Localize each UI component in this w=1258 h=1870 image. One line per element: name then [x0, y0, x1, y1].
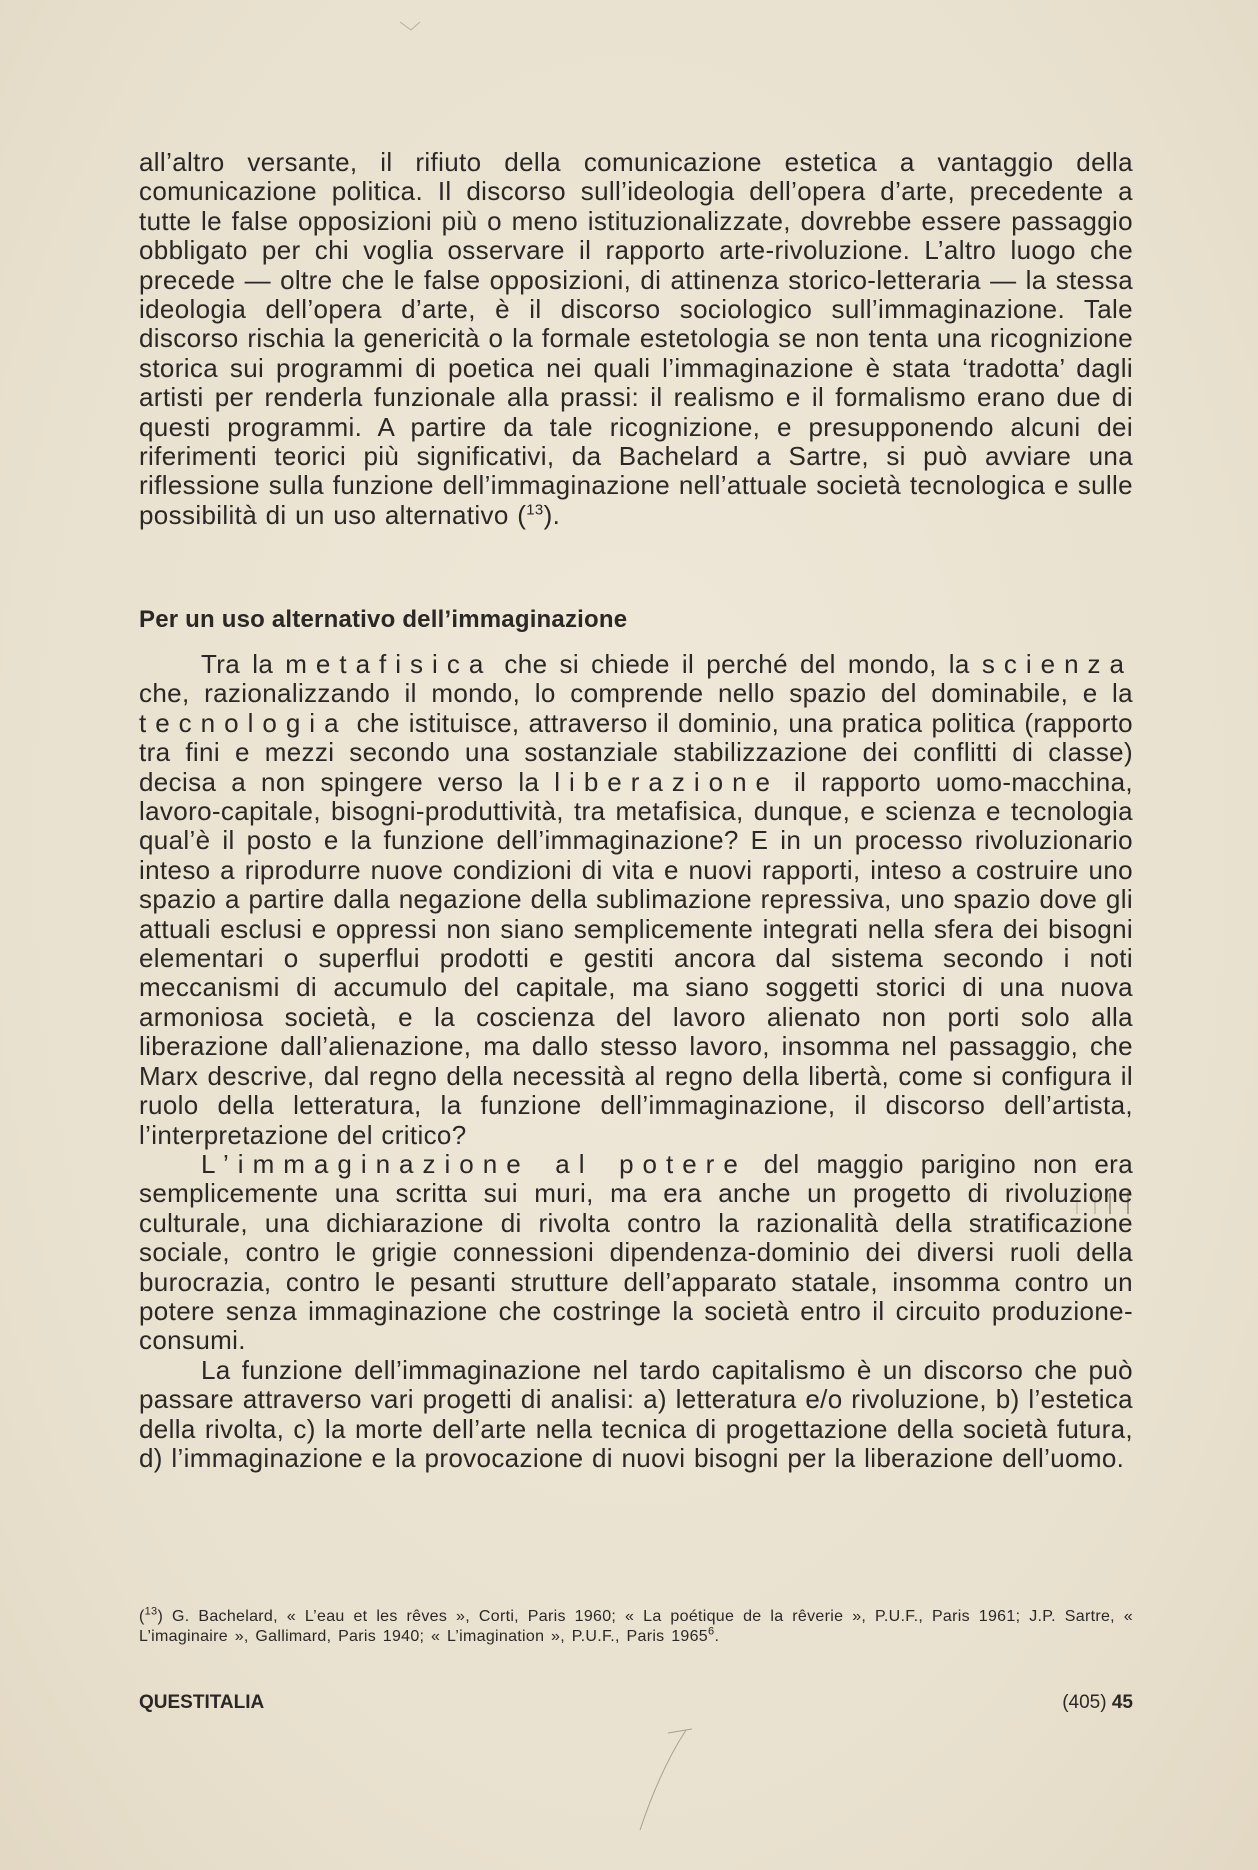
page-numbering	[1062, 1692, 1133, 1714]
section-heading: Per un uso alternativo dell’immaginazione	[139, 606, 628, 633]
footnote: ($^{13}$) G. Bachelard, « L’eau et les rêves », Corti, Paris 1960; « La poétique de la rêverie », P.U.F., Paris 1961; J.P. Sartre, « L’imaginaire », Gallimard, Paris 1940; « L’imagination », P.U.F., Paris 1965$^6$.	[139, 1605, 1133, 1645]
journal-name: QUESTITALIA	[139, 1692, 265, 1713]
edition-number: 6	[708, 1625, 715, 1638]
footnote-reference[interactable]: 13	[526, 501, 544, 519]
footnote-number: 13	[144, 1605, 158, 1618]
paragraph-tail: ).	[543, 499, 561, 530]
spaced-term: tecnologia	[139, 707, 348, 738]
original-page-number: (405)	[1062, 1692, 1107, 1713]
paragraph: La funzione dell’immaginazione nel tardo capitalismo è un discorso che può passare attraverso vari progetti di analisi: a) letteratura e/o rivoluzione, b) l’estetica della rivolta, c) la morte dell’arte nella tecnica di progettazione della società futura, d) l’immaginazione e la provocazione di nuovi bisogni per la liberazione dell’uomo.	[139, 1354, 1133, 1473]
opening-paragraph	[139, 148, 1133, 530]
spaced-slogan: L’immaginazione al potere	[201, 1148, 747, 1179]
spaced-term: liberazione	[554, 766, 780, 797]
spaced-term: scienza	[981, 649, 1133, 679]
paragraph-text: all’altro versante, il rifiuto della comunicazione estetica a vantaggio della comunicazione politica. Il discorso sull’ideologia dell’opera d’arte, precedente a tutte le false opposizioni più o meno istituzionalizzate, dovrebbe essere passaggio obbligato per chi voglia osservare il rapporto arte-rivoluzione. L’altro luogo che precede — oltre che le false opposizioni, di attinenza storico-letteraria — la stessa ideologia dell’opera d’arte, è il discorso sociologico sull’immaginazione. Tale discorso rischia la genericità o la formale estetologia se non tenta una ricognizione storica sui programmi di poetica nei quali l’immaginazione è stata ‘tradotta’ dagli artisti per renderla funzionale alla prassi: il realismo e il formalismo erano due di questi programmi. A partire da tale ricognizione, e presupponendo alcuni dei riferimenti teorici più significativi, da Bachelard a Sartre, si può avviare una riflessione sulla funzione dell’immaginazione nell’attuale società tecnologica e sulle possibilità di un uso alternativo (	[139, 147, 1133, 530]
page-number: 45	[1111, 1692, 1133, 1713]
page-footer	[139, 1692, 1133, 1714]
spaced-term: metafisica	[285, 649, 493, 679]
paragraph: L’immaginazione al potere del maggio parigino non era semplicemente una scritta sui muri, ma era anche un progetto di rivoluzione culturale, una dichiarazione di rivolta contro la razionalità della stratificazione sociale, contro le grigie connessioni dipendenza-dominio dei diversi ruoli della burocrazia, contro le pesanti strutture dell’apparato statale, insomma contro un potere senza immaginazione che costringe la società entro il circuito produzione-consumi.	[139, 1148, 1134, 1356]
section-body	[139, 650, 1133, 1473]
paragraph: Tra la metafisica che si chiede il perché del mondo, la scienza che, razionalizzando il mondo, lo comprende nello spazio del dominabile, e la tecnologia che istituisce, attraverso il dominio, una pratica politica (rapporto tra fini e mezzi secondo una sostanziale stabilizzazione dei conflitti di classe) decisa a non spingere verso la liberazione il rapporto uomo-macchina, lavoro-capitale, bisogni-produttività, tra metafisica, dunque, e scienza e tecnologia qual’è il posto e la funzione dell’immaginazione? E in un processo rivoluzionario inteso a riprodurre nuove condizioni di vita e nuovi rapporti, inteso a costruire uno spazio a partire dalla negazione della sublimazione repressiva, uno spazio dove gli attuali esclusi e oppressi non siano semplicemente integrati nella sfera dei bisogni elementari o superflui prodotti e gestiti ancora dal sistema secondo i noti meccanismi di accumulo del capitale, ma siano soggetti storici di una nuova armoniosa società, e la coscienza del lavoro alienato non porti solo alla liberazione dall’alienazione, ma dallo stesso lavoro, insomma nel passaggio, che Marx descrive, dal regno della necessità al regno della libertà, come si configura il ruolo della letteratura, la funzione dell’immaginazione, il discorso dell’artista, l’interpretazione del critico?	[139, 649, 1133, 1150]
footnote-text: G. Bachelard, « L’eau et les rêves », Corti, Paris 1960; « La poétique de la rêverie », P.U.F., Paris 1961; J.P. Sartre, « L’imaginaire », Gallimard, Paris 1940; « L’imagination », P.U.F., Paris 1965	[139, 1608, 1133, 1645]
